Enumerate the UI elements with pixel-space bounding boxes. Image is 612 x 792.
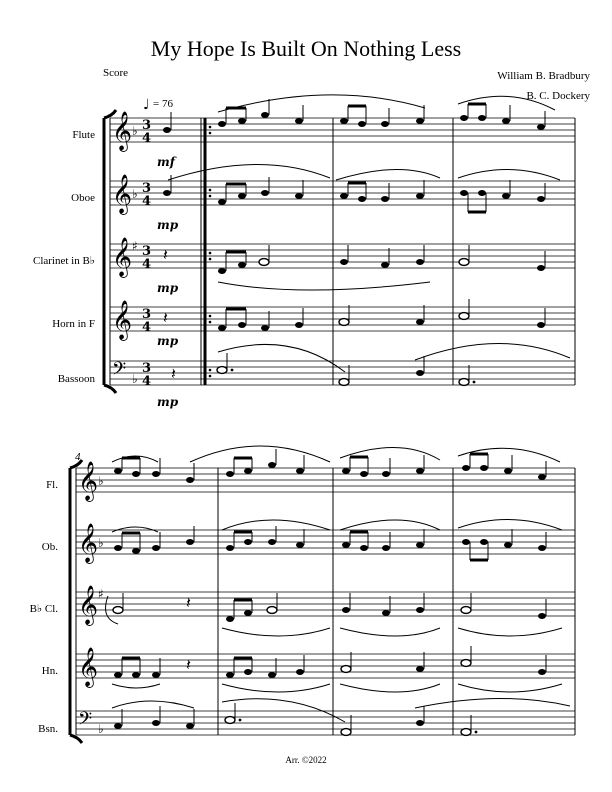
quarter-note-icon: ♩: [143, 97, 150, 113]
measure-number: 4: [75, 451, 81, 463]
bass-clef-icon: 𝄢: [78, 709, 93, 734]
staff-horn: [76, 654, 575, 678]
svg-text:3: 3: [142, 361, 152, 376]
staff-oboe: [76, 530, 575, 554]
instrument-name: Oboe: [71, 192, 95, 204]
svg-text:4: 4: [142, 320, 152, 335]
sharp-icon: ♯: [98, 587, 104, 601]
clarinet-notes: [218, 245, 545, 290]
system-2: [30, 446, 575, 743]
quarter-rest-icon: 𝄽: [163, 308, 168, 327]
svg-text:3: 3: [142, 244, 152, 259]
treble-clef-icon: 𝄞: [78, 647, 99, 687]
flute-notes: [218, 95, 555, 130]
treble-clef-icon: 𝄞: [112, 111, 133, 151]
dynamic-marking: mp: [157, 218, 179, 232]
svg-text:3: 3: [142, 118, 152, 133]
svg-text:4: 4: [142, 374, 152, 389]
svg-text:4: 4: [142, 194, 152, 209]
composer-credit: William B. Bradbury: [497, 70, 590, 82]
dynamic-marking: mp: [157, 334, 179, 348]
svg-text:3: 3: [142, 181, 152, 196]
instrument-name: Ob.: [41, 541, 58, 553]
horn-notes: [112, 646, 562, 692]
instrument-name: Fl.: [46, 479, 58, 491]
instrument-name: B♭ Cl.: [29, 603, 58, 615]
staff-clarinet: [76, 592, 575, 616]
copyright-notice: Arr. ©2022: [285, 755, 327, 765]
time-signature: [142, 118, 151, 389]
flat-icon: ♭: [98, 536, 104, 550]
svg-text:4: 4: [142, 257, 152, 272]
clarinet-notes: [106, 593, 562, 636]
treble-clef-icon: 𝄞: [112, 174, 133, 214]
treble-clef-icon: 𝄞: [78, 461, 99, 501]
svg-text:3: 3: [142, 307, 152, 322]
instrument-name: Horn in F: [52, 318, 95, 330]
instrument-name: Hn.: [41, 665, 58, 677]
staff-flute: [76, 468, 575, 492]
flat-icon: ♭: [98, 722, 104, 736]
treble-clef-icon: 𝄞: [78, 585, 99, 625]
tempo-marking: [143, 97, 173, 113]
instrument-name: Bsn.: [38, 723, 58, 735]
score-label: Score: [103, 67, 129, 79]
flat-icon: ♭: [132, 372, 138, 386]
quarter-rest-icon: 𝄽: [171, 364, 176, 383]
quarter-rest-icon: 𝄽: [186, 593, 191, 612]
barlines: [333, 118, 575, 385]
flat-icon: ♭: [132, 124, 138, 138]
quarter-rest-icon: 𝄽: [163, 245, 168, 264]
flute-notes: [112, 446, 560, 483]
tempo-value: = 76: [153, 98, 173, 110]
bass-clef-icon: 𝄢: [112, 359, 127, 384]
arranger-credit: B. C. Dockery: [526, 90, 590, 102]
staff-bassoon: [76, 711, 575, 735]
treble-clef-icon: 𝄞: [112, 300, 133, 340]
flat-icon: ♭: [132, 187, 138, 201]
svg-text:4: 4: [142, 131, 152, 146]
instrument-name: Clarinet in B♭: [32, 255, 95, 267]
sharp-icon: ♯: [132, 239, 138, 253]
staff-oboe: [110, 181, 575, 205]
instrument-name: Flute: [72, 129, 95, 141]
barlines: [218, 468, 575, 735]
dynamic-marking: mf: [157, 155, 175, 169]
flat-icon: ♭: [98, 474, 104, 488]
quarter-rest-icon: 𝄽: [186, 655, 191, 674]
treble-clef-icon: 𝄞: [78, 523, 99, 563]
treble-clef-icon: 𝄞: [112, 237, 133, 277]
system-1: [33, 95, 575, 409]
repeat-barline: [201, 118, 211, 385]
dynamic-marking: mp: [157, 281, 179, 295]
dynamic-marking: mp: [157, 395, 179, 409]
page-title: My Hope Is Built On Nothing Less: [150, 36, 462, 61]
horn-notes: [218, 299, 545, 331]
instrument-name: Bassoon: [57, 373, 95, 385]
